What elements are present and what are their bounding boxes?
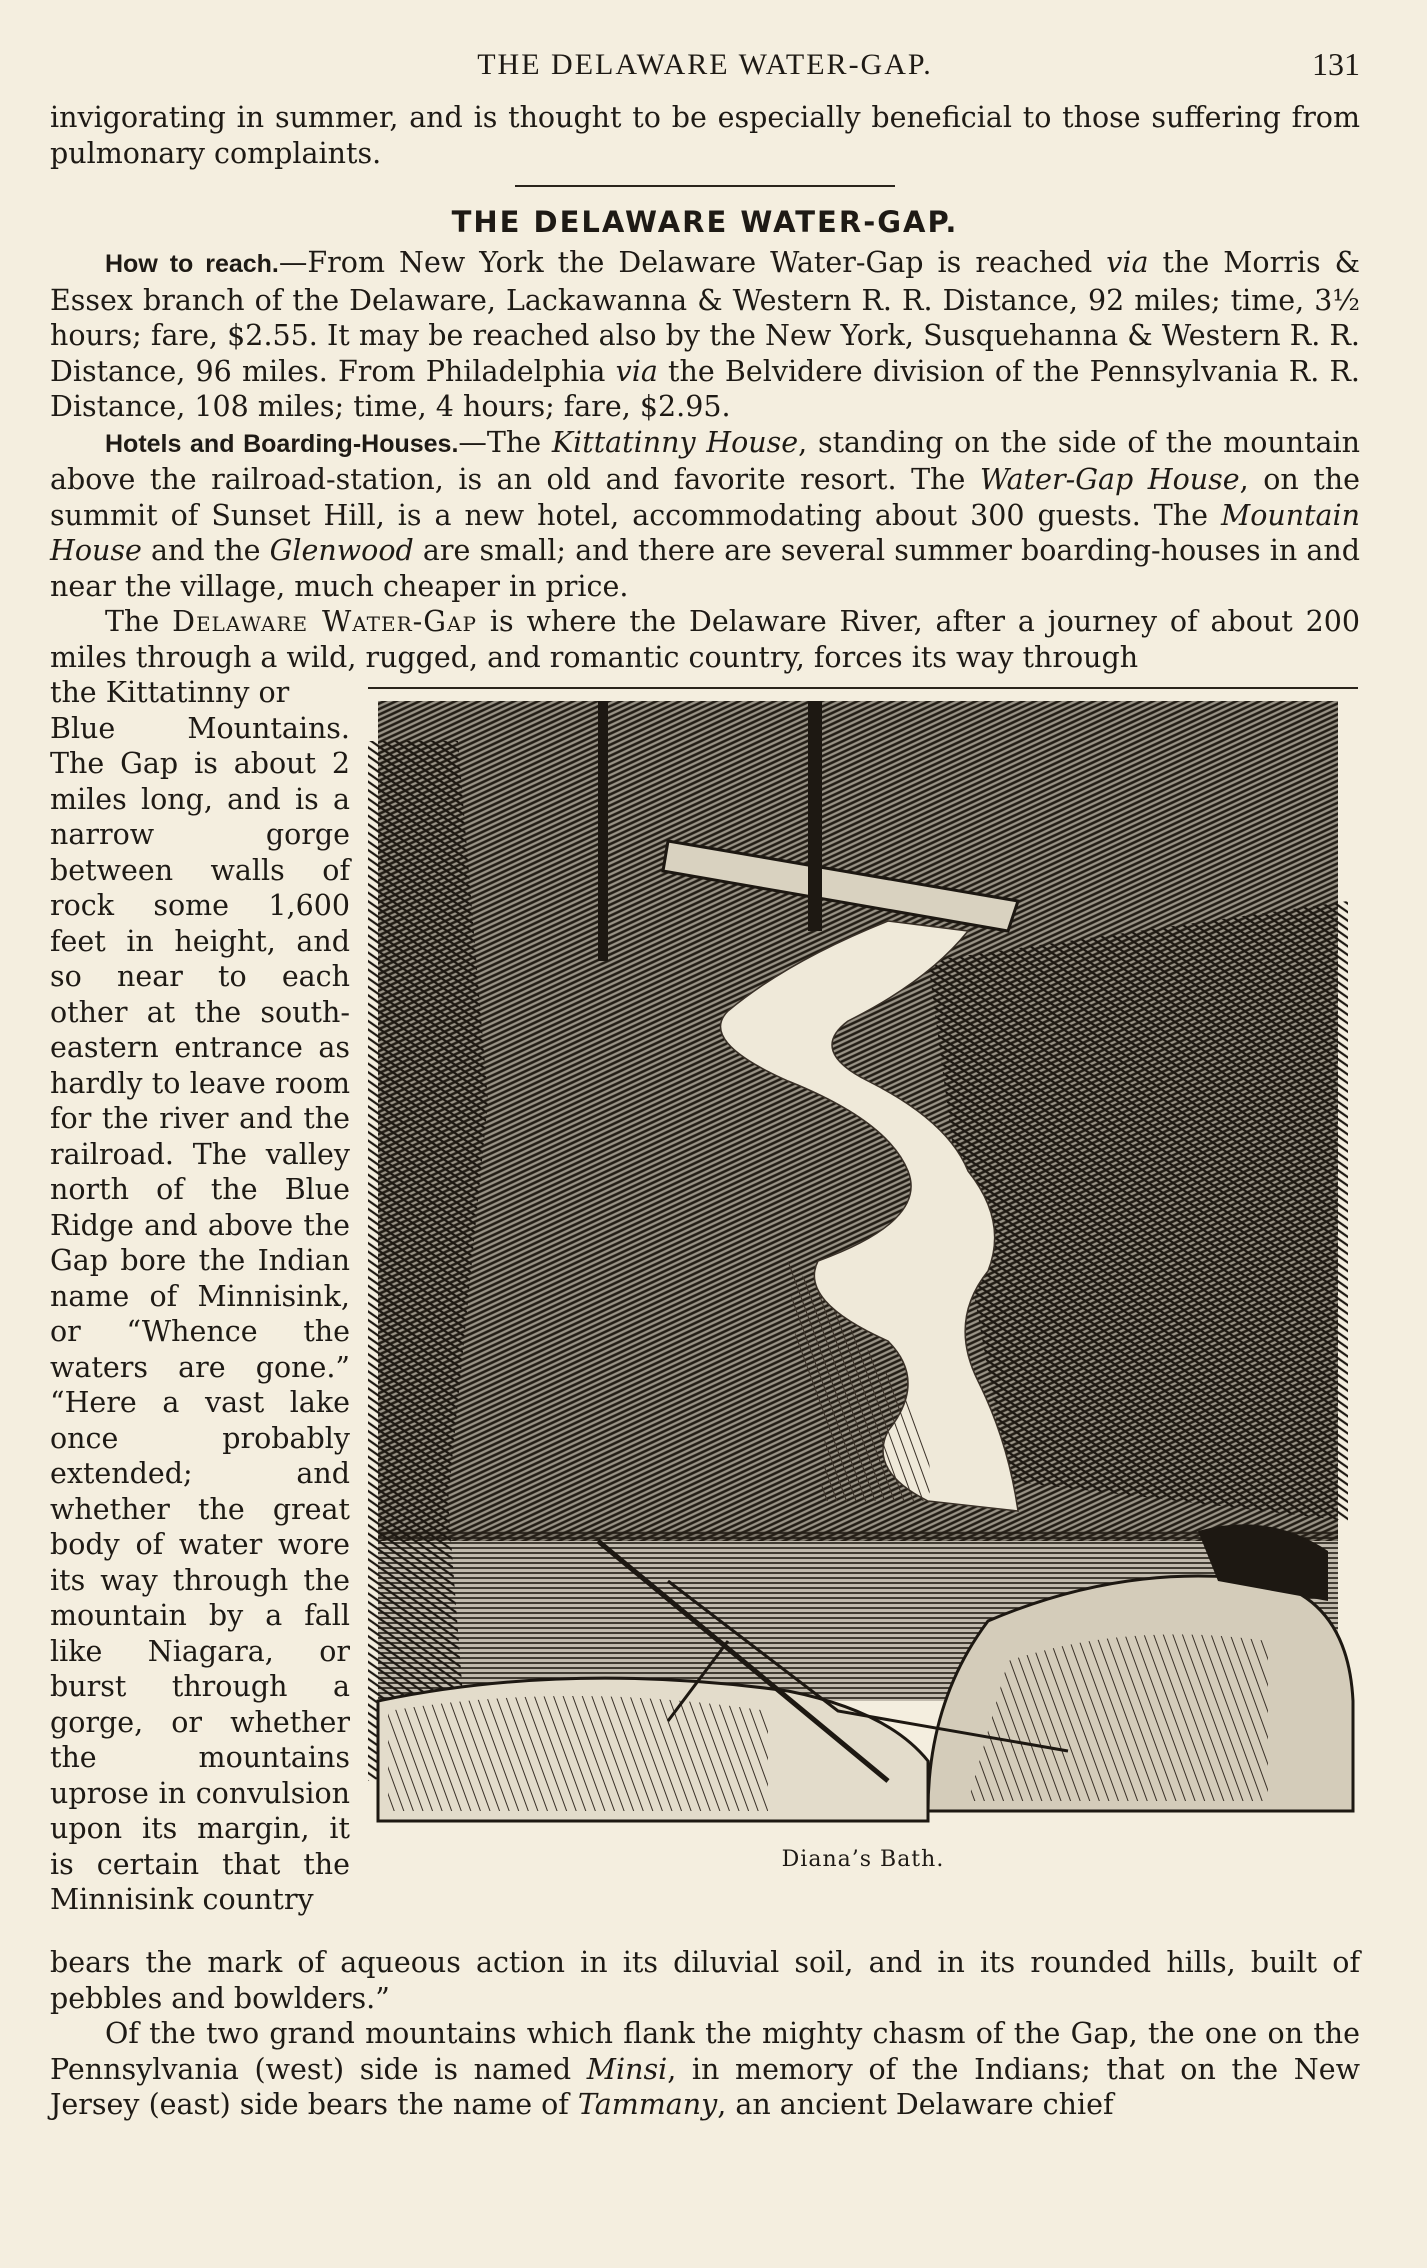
text-run: —The (458, 425, 552, 459)
text-run: are small; and there are several summer boarding-houses in and near the village, much cheaper in price. (50, 534, 1360, 603)
text-run: the Belvidere division of the Pennsylvania R. R. Distance, 108 miles; time, 4 hours; fare, $2.95. (50, 354, 1360, 423)
running-title: THE DELAWARE WATER-GAP. (477, 48, 933, 81)
page-header (50, 40, 1360, 100)
italic-run: via (1106, 246, 1149, 279)
text-run: —From New York the Delaware Water-Gap is reached (278, 246, 1107, 279)
figure-top-rule (368, 687, 1358, 689)
italic-run: via (615, 354, 658, 388)
gap-intro-paragraph (50, 604, 1360, 675)
mountains-paragraph (50, 2016, 1360, 2123)
hotel-name: Water-Gap House (979, 463, 1240, 496)
text-run: , an ancient Delaware chief (717, 2088, 1114, 2121)
how-to-reach-label: How to reach. (105, 250, 279, 278)
figure-caption: Diana’s Bath. (781, 1847, 945, 1872)
figure-region (50, 675, 1360, 1945)
text-run: Of the two grand mountains which flank the mighty chasm of the Gap, the one on the Pennsylvania (west) side is named (50, 2017, 1360, 2086)
mountain-name: Minsi (586, 2052, 668, 2086)
illustration (368, 687, 1358, 1897)
text-run: , on the summit of Sunset Hill, is a new hotel, accommodating about 300 guests. The (50, 463, 1360, 532)
waterfall-engraving (368, 701, 1358, 1841)
intro-paragraph: invigorating in summer, and is thought to be especially beneficial to those suffering from pulmonary complaints. (50, 101, 1360, 170)
section-divider (515, 185, 895, 187)
text-run: the Morris & Essex branch of the Delaware, Lackawanna & Western R. R. Distance, 92 miles; time, 3½ hours; fare, $2.55. It may be reached also by the New York, Susquehanna & Western R. R. Distance, 96 miles. From Philadelphia (50, 246, 1360, 388)
page-number: 131 (1312, 46, 1360, 82)
text-run: , standing on the side of the mountain above the railroad-station, is an old and favorite resort. The (50, 425, 1360, 496)
text-run: , in memory of the Indians; that on the New Jersey (east) side bears the name of (50, 2052, 1360, 2121)
text-run: is where the Delaware River, after a journey of about 200 miles through a wild, rugged, and romantic country, forces its way through (50, 605, 1360, 674)
hotel-name: Mountain House (50, 498, 1360, 567)
text-run: The (105, 605, 173, 638)
text-run: and the (141, 534, 270, 567)
continuation-paragraph: bears the mark of aqueous action in its diluvial soil, and in its rounded hills, built of pebbles and bowlders.” (50, 1946, 1360, 2015)
hotel-name: Glenwood (269, 534, 414, 567)
section-title: THE DELAWARE WATER-GAP. (451, 205, 959, 239)
hotels-paragraph (50, 425, 1360, 605)
how-to-reach-paragraph (50, 245, 1360, 425)
small-caps-run: Delaware Water-Gap (172, 605, 477, 638)
column-text: Blue Mountains. The Gap is about 2 miles long, and is a narrow gorge between walls of rock some 1,600 feet in height, and so near to each other at the south-eastern entrance as hardly to leave room for the river and the railroad. The valley north of the Blue Ridge and above the Gap bore the Indian name of Minnisink, or “Whence the waters are gone.” “Here a vast lake once probably extended; and whether the great body of water wore its way through the mountain by a fall like Niagara, or burst through a gorge, or whether the mountains uprose in convulsion upon its margin, it is certain that the Minnisink country (50, 711, 350, 1916)
hotels-label: Hotels and Boarding-Houses. (105, 429, 459, 458)
column-line: the Kittatinny or (50, 676, 290, 709)
wrapped-text-column (50, 675, 350, 1918)
mountain-name: Tammany (577, 2088, 718, 2121)
book-page (50, 40, 1360, 2123)
hotel-name: Kittatinny House (551, 425, 799, 459)
